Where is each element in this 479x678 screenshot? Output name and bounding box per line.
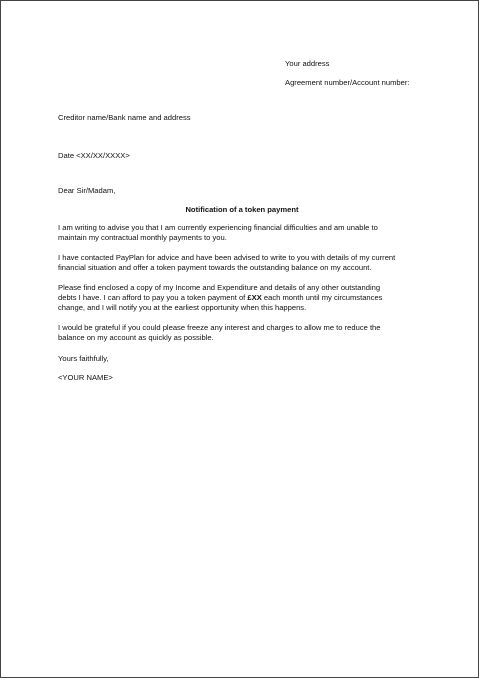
paragraph-line: I have contacted PayPlan for advice and have been advised to write to you with details of my current — [58, 253, 396, 262]
paragraph-line: I would be grateful if you could please freeze any interest and charges to allow me to reduce the — [58, 323, 381, 332]
agreement-number: Agreement number/Account number: — [285, 78, 410, 87]
letter-subject: Notification of a token payment — [185, 205, 299, 214]
signature-name: <YOUR NAME> — [58, 373, 113, 382]
paragraph-line: Please find enclosed a copy of my Income and Expenditure and details of any other outstanding — [58, 283, 381, 292]
sender-address: Your address — [285, 59, 330, 68]
paragraph-line: maintain my contractual monthly payments to you. — [58, 233, 227, 242]
salutation: Dear Sir/Madam, — [58, 186, 116, 195]
paragraph-1 — [58, 223, 426, 243]
paragraph-line — [58, 293, 426, 303]
paragraph-text: each month until my circumstances — [261, 293, 383, 302]
paragraph-text: debts I have. I can afford to pay you a token payment of — [58, 293, 248, 302]
letter-date: Date <XX/XX/XXXX> — [58, 151, 130, 160]
paragraph-4 — [58, 323, 426, 343]
payment-amount: £XX — [247, 293, 262, 302]
paragraph-line: change, and I will notify you at the earliest opportunity when this happens. — [58, 303, 307, 312]
paragraph-3 — [58, 283, 426, 313]
closing: Yours faithfully, — [58, 354, 109, 363]
paragraph-line: balance on my account as quickly as possible. — [58, 333, 214, 342]
paragraph-2 — [58, 253, 426, 273]
recipient-address: Creditor name/Bank name and address — [58, 113, 191, 122]
paragraph-line: I am writing to advise you that I am currently experiencing financial difficulties and am unable to — [58, 223, 378, 232]
paragraph-line: financial situation and offer a token payment towards the outstanding balance on my account. — [58, 263, 372, 272]
